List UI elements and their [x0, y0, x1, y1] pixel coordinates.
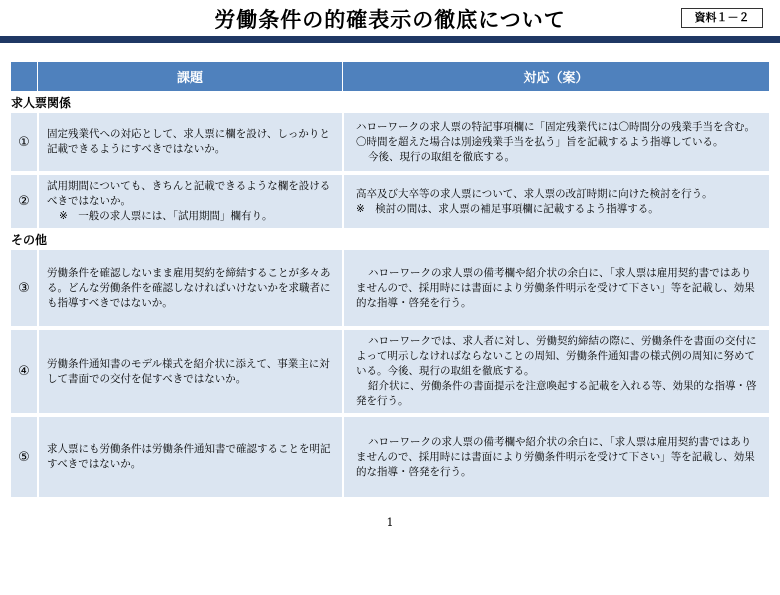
table-row — [11, 250, 769, 330]
response-text: ハローワークでは、求人者に対し、労働契約締結の際に、労働条件を書面の交付によって明示しなければならないことの周知、労働条件通知書の様式例の周知に努めている。今後、現行の取組を徹底する。 — [356, 335, 757, 377]
issue-cell — [37, 113, 342, 175]
issue-text: 試用期間についても、きちんと記載できるような欄を設けるべきではないか。 — [47, 180, 331, 207]
response-text: 紹介状に、労働条件の書面提示を注意喚起する記載を入れる等、効果的な指導・啓発を行う。 — [356, 380, 757, 407]
response-cell — [342, 330, 769, 417]
issue-cell — [37, 250, 342, 330]
table-row — [11, 113, 769, 175]
row-number: ④ — [11, 330, 37, 417]
response-cell — [342, 250, 769, 330]
page-number: 1 — [386, 516, 394, 529]
response-cell — [342, 113, 769, 175]
issue-cell — [37, 417, 342, 497]
row-number: ① — [11, 113, 37, 175]
header-num-cell — [11, 62, 37, 91]
table-row — [11, 330, 769, 417]
response-cell — [342, 417, 769, 497]
header-issue: 課題 — [37, 62, 342, 91]
table-row — [11, 417, 769, 497]
response-cell — [342, 175, 769, 228]
response-text: ハローワークの求人票の特記事項欄に「固定残業代には〇時間分の残業手当を含む。〇時間を超えた場合は別途残業手当を払う」旨を記載するよう指導している。 — [356, 120, 755, 148]
section-title: 求人票関係 — [11, 91, 769, 113]
issues-table — [11, 62, 769, 497]
title-underline — [0, 36, 780, 43]
section-header-row — [11, 228, 769, 250]
row-number: ③ — [11, 250, 37, 330]
response-text: ハローワークの求人票の備考欄や紹介状の余白に、「求人票は雇用契約書ではありませんので、採用時には書面により労働条件明示を受けて下さい」等を記載し、効果的な指導・啓発を行う。 — [356, 266, 755, 309]
issue-cell — [37, 175, 342, 228]
issue-text: 労働条件通知書のモデル様式を紹介状に添えて、事業主に対して書面での交付を促すべきではないか。 — [47, 357, 330, 385]
issue-text: 求人票にも労働条件は労働条件通知書で確認することを明記すべきではないか。 — [47, 443, 331, 470]
response-text: ハローワークの求人票の備考欄や紹介状の余白に、「求人票は雇用契約書ではありませんので、採用時には書面により労働条件明示を受けて下さい」等を記載し、効果的な指導・啓発を行う。 — [356, 435, 755, 478]
response-text: 今後、現行の取組を徹底する。 — [368, 150, 515, 163]
table-header-row — [11, 62, 769, 91]
issue-text: 労働条件を確認しないまま雇用契約を締結することが多々ある。どんな労働条件を確認しなければいけないかを求職者にも指導すべきではないか。 — [47, 266, 331, 309]
issue-cell — [37, 330, 342, 417]
issue-note: ※ 一般の求人票には、「試用期間」欄有り。 — [59, 210, 273, 222]
response-text: 高卒及び大卒等の求人票について、求人票の改訂時期に向けた検討を行う。 — [356, 187, 713, 200]
table-row — [11, 175, 769, 228]
page-title: 労働条件の的確表示の徹底について — [214, 8, 566, 32]
issue-text: 固定残業代への対応として、求人票に欄を設け、しっかりと記載できるようにすべきではないか。 — [47, 128, 330, 155]
row-number: ⑤ — [11, 417, 37, 497]
section-header-row — [11, 91, 769, 113]
section-title: その他 — [11, 228, 769, 250]
document-label: 資料１－２ — [681, 8, 763, 28]
header-response: 対応（案） — [342, 62, 769, 91]
response-note: ※ 検討の間は、求人票の補足事項欄に記載するよう指導する。 — [356, 202, 659, 215]
row-number: ② — [11, 175, 37, 228]
